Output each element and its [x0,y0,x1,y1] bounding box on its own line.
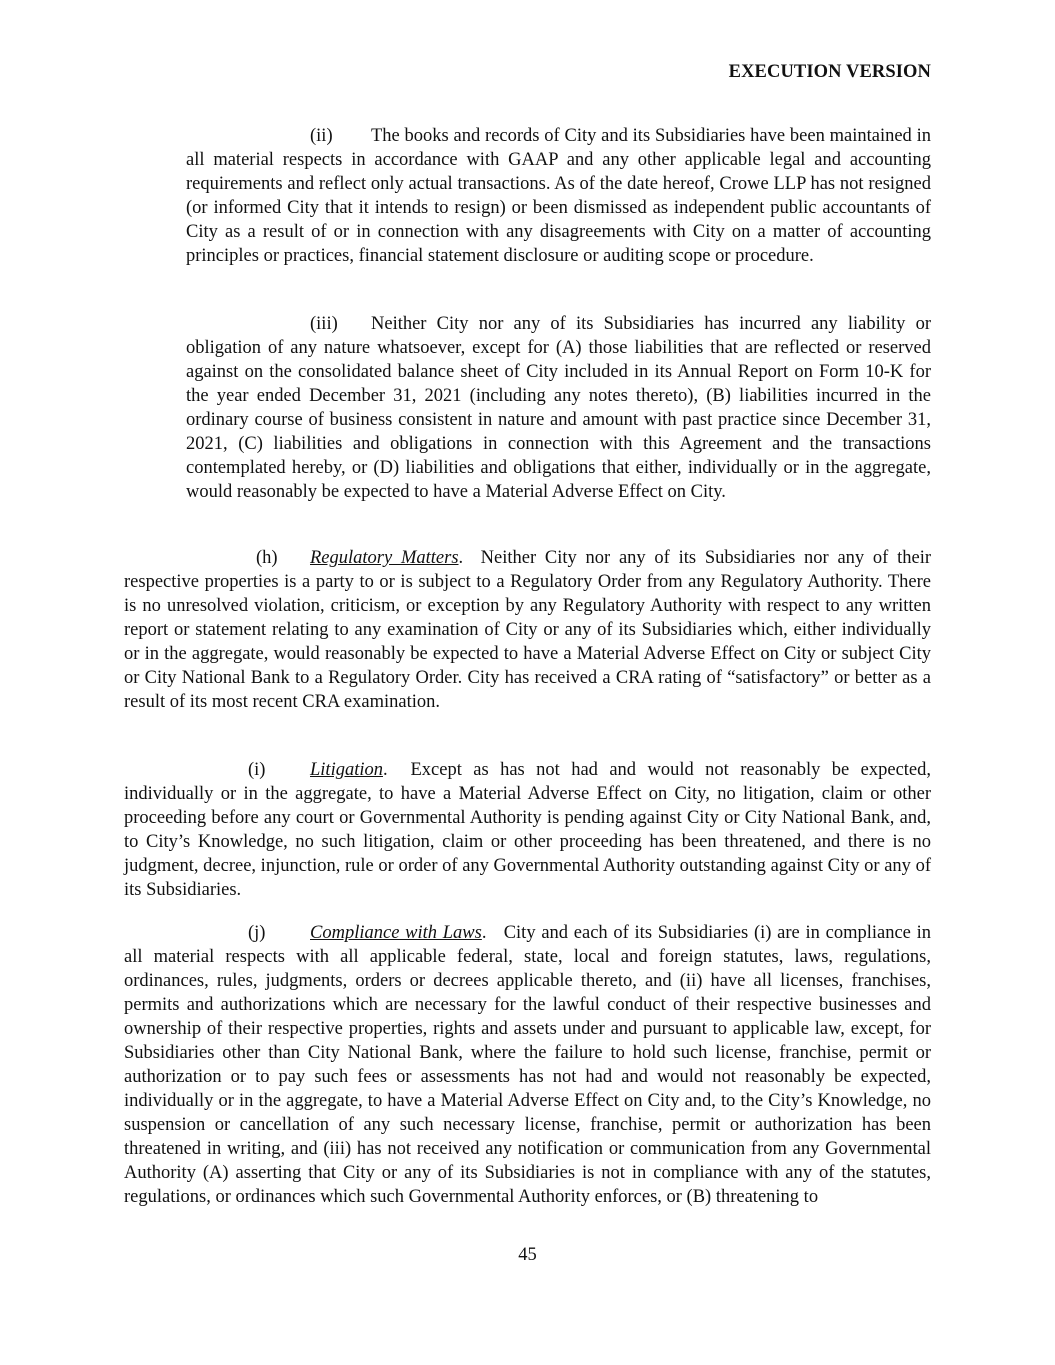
section-h-title: Regulatory Matters [310,548,459,568]
paragraph-ii-text: The books and records of City and its Subsidiaries have been maintained in all material respects in accordance with GAAP and any other applicable legal and accounting requirements and reflect only actual transactions. As of the date hereof, Crowe LLP has not resigned (or informed City that it intends to resign) or been dismissed as independent public accountants of City as a result of or in connection with any disagreements with City on a matter of accounting principles or practices, financial statement disclosure or auditing scope or procedure. [186,126,931,266]
section-i-text: Except as has not had and would not reasonably be expected, individually or in the aggregate, to have a Material Adverse Effect on City, no litigation, claim or other proceeding before any court or Governmental Authority is pending against City or City National Bank, and, to City’s Knowledge, no such litigation, claim or other proceeding has been threatened, and there is no judgment, decree, injunction, rule or order of any Governmental Authority outstanding against City or any of its Subsidiaries. [124,760,932,900]
page-number: 45 [518,1245,537,1265]
section-i-litigation: (i) Litigation. Except as has not had and would not reasonably be expected, individually or in the aggregate, to have a Material Adverse Effect on City, no litigation, claim or other proceeding before any court or Governmental Authority is pending against City or City National Bank, and, to City’s Knowledge, no such litigation, claim or other proceeding has been threatened, and there is no judgment, decree, injunction, rule or order of any Governmental Authority outstanding against City or any of its Subsidiaries. [124,760,932,900]
paragraph-ii-number: (ii) [310,126,333,146]
section-h-regulatory-matters: (h) Regulatory Matters. Neither City nor any of its Subsidiaries nor any of their respective properties is a party to or is subject to a Regulatory Order from any Regulatory Authority. There is no unresolved violation, criticism, or exception by any Regulatory Authority with respect to any written report or statement relating to any examination of City or any of its Subsidiaries which, either individually or in the aggregate, would reasonably be expected to have a Material Adverse Effect on City or subject City or City National Bank to a Regulatory Order. City has received a CRA rating of “satisfactory” or better as a result of its most recent CRA examination. [124,548,931,712]
paragraph-iii [186,312,931,504]
paragraph-ii [186,124,931,268]
section-i-number: (i) [248,760,266,780]
section-j-number: (j) [248,923,266,943]
section-j-compliance-with-laws: (j) Compliance with Laws. City and each of its Subsidiaries (i) are in compliance in all material respects with all applicable federal, state, local and foreign statutes, laws, regulations, ordinances, rules, judgments, orders or decrees applicable thereto, and (ii) have all licenses, franchises, permits and authorizations which are necessary for the lawful conduct of their respective businesses and ownership of their respective properties, rights and assets under and pursuant to applicable law, except, for Subsidiaries other than City National Bank, where the failure to hold such license, franchise, permit or authorization or to pay such fees or assessments has not had and would not reasonably be expected, individually or in the aggregate, to have a Material Adverse Effect on City and, to the City’s Knowledge, no suspension or cancellation of any such necessary license, franchise, permit or authorization has been threatened in writing, and (iii) has not received any notification or communication from any Governmental Authority (A) asserting that City or any of its Subsidiaries is not in compliance with any of the statutes, regulations, or ordinances which such Governmental Authority enforces, or (B) threatening to [124,923,932,1207]
section-j-title: Compliance with Laws [310,923,482,943]
execution-version-header: EXECUTION VERSION [728,62,931,82]
paragraph-iii-text: Neither City nor any of its Subsidiaries has incurred any liability or obligation of any nature whatsoever, except for (A) those liabilities that are reflected or reserved against on the consolidated balance sheet of City included in its Annual Report on Form 10-K for the year ended December 31, 2021 (including any notes thereto), (B) liabilities incurred in the ordinary course of business consistent in nature and amount with past practice since December 31, 2021, (C) liabilities and obligations in connection with this Agreement and the transactions contemplated hereby, or (D) liabilities and obligations that either, individually or in the aggregate, would reasonably be expected to have a Material Adverse Effect on City. [186,314,931,502]
section-h-number: (h) [256,548,278,568]
section-h-text: Neither City nor any of its Subsidiaries nor any of their respective properties is a party to or is subject to a Regulatory Order from any Regulatory Authority. There is no unresolved violation, criticism, or exception by any Regulatory Authority with respect to any written report or statement relating to any examination of City or any of its Subsidiaries which, either individually or in the aggregate, would reasonably be expected to have a Material Adverse Effect on City or subject City or City National Bank to a Regulatory Order. City has received a CRA rating of “satisfactory” or better as a result of its most recent CRA examination. [124,548,931,712]
section-i-title: Litigation [310,760,383,780]
section-j-text: City and each of its Subsidiaries (i) are in compliance in all material respects with all applicable federal, state, local and foreign statutes, laws, regulations, ordinances, rules, judgments, orders or decrees applicable thereto, and (ii) have all licenses, franchises, permits and authorizations which are necessary for the lawful conduct of their respective businesses and ownership of their respective properties, rights and assets under and pursuant to applicable law, except, for Subsidiaries other than City National Bank, where the failure to hold such license, franchise, permit or authorization or to pay such fees or assessments has not had and would not reasonably be expected, individually or in the aggregate, to have a Material Adverse Effect on City and, to the City’s Knowledge, no suspension or cancellation of any such necessary license, franchise, permit or authorization has been threatened in writing, and (iii) has not received any notification or communication from any Governmental Authority (A) asserting that City or any of its Subsidiaries is not in compliance with any of the statutes, regulations, or ordinances which such Governmental Authority enforces, or (B) threatening to [124,923,932,1207]
paragraph-iii-number: (iii) [310,314,338,334]
